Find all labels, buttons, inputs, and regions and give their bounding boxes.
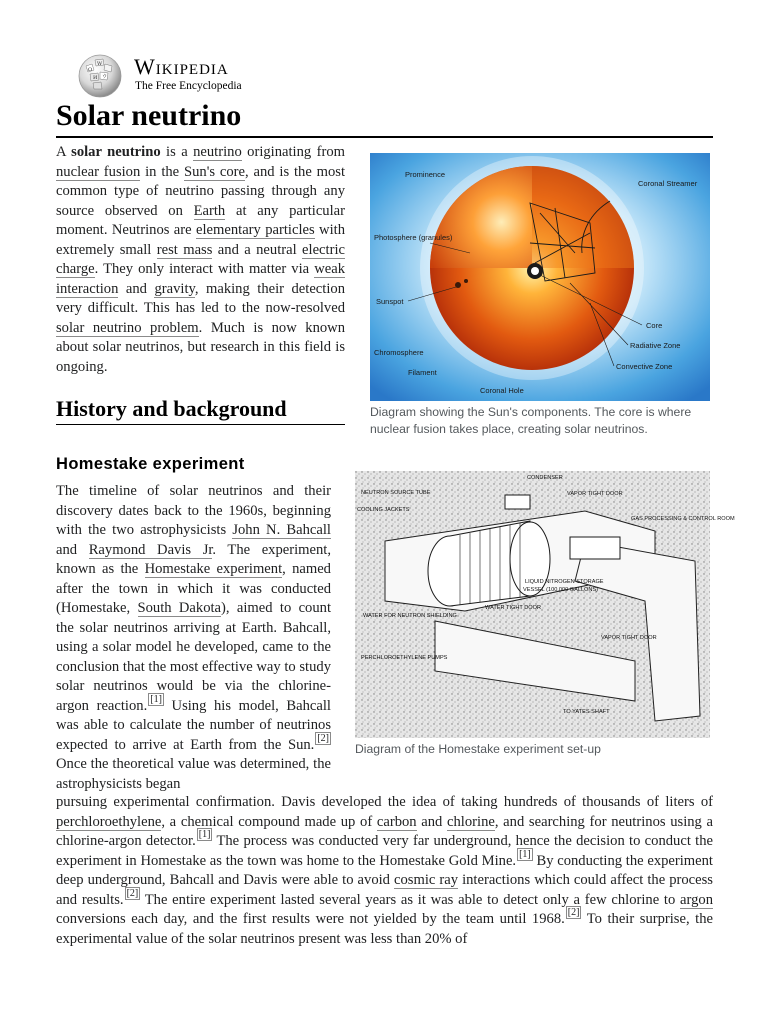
- text: . The experiment, known as the: [56, 541, 331, 577]
- text: , a chemical compound made up of: [161, 813, 377, 830]
- link-neutrino[interactable]: neutrino: [193, 144, 242, 160]
- label-sunspot: Sunspot: [376, 297, 404, 306]
- wikipedia-globe-icon: [76, 52, 124, 98]
- text: , and searching for neutrinos using a chlorine-argon detector.: [56, 813, 713, 849]
- svg-text:ウ: ウ: [102, 74, 108, 80]
- homestake-diagram-image[interactable]: [355, 471, 735, 738]
- text: . They only interact with matter via: [94, 261, 315, 277]
- link-earth[interactable]: Earth: [193, 202, 226, 219]
- svg-text:W: W: [97, 61, 103, 67]
- text: , and is the most common type of neutrino passing through any source observed on: [56, 163, 346, 219]
- text: originating from: [241, 144, 345, 160]
- text: pursuing experimental confirmation. Davis developed the idea of taking hundreds of thousands of liters of: [56, 794, 713, 810]
- reference-link[interactable]: [1]: [198, 829, 211, 841]
- text: interactions which could affect the process and results.: [56, 872, 713, 908]
- text: , making their detection very difficult. This has led to the now-resolved: [56, 280, 345, 316]
- text: and: [56, 541, 89, 558]
- text: Using his model, Bahcall was able to calculate the number of neutrinos expected to arrive at Earth from the Sun.: [56, 697, 331, 753]
- label-liquid-nitrogen: LIQUID NITROGEN STORAGE: [525, 579, 604, 585]
- label-core: Core: [646, 321, 663, 330]
- text: , named after the town in which it was conducted (Homestake,: [56, 561, 331, 616]
- label-prominence: Prominence: [405, 170, 446, 179]
- label-yates-shaft: TO YATES SHAFT: [563, 709, 610, 715]
- label-water-tight-door: WATER TIGHT DOOR: [485, 605, 542, 611]
- label-radiative-zone: Radiative Zone: [630, 341, 681, 350]
- link-weak-interaction[interactable]: weak interaction: [56, 261, 345, 297]
- label-coronal-hole: Coronal Hole: [480, 386, 524, 395]
- bold-term: solar neutrino: [71, 144, 161, 160]
- text: at any particular moment. Neutrinos are: [56, 202, 345, 238]
- text: The entire experiment lasted several years as it was able to detect only a few chlorine to: [140, 891, 681, 908]
- link-south-dakota[interactable]: South Dakota: [137, 600, 222, 616]
- text: conversions each day, and the first results were not yielded by the team until 1968.: [56, 911, 565, 927]
- sun-diagram-image[interactable]: [370, 153, 710, 401]
- label-chromosphere: Chromosphere: [374, 348, 424, 357]
- sun-diagram-figure: [370, 153, 710, 438]
- label-vessel: VESSEL (100,000 GALLONS): [523, 587, 599, 593]
- wikipedia-tagline: The Free Encyclopedia: [135, 80, 242, 92]
- text: . Much is now known about solar neutrinos, but research in this field is ongoing.: [56, 319, 346, 375]
- text: A: [56, 144, 72, 160]
- link-john-bahcall[interactable]: John N. Bahcall: [232, 522, 331, 538]
- label-pumps: PERCHLOROETHYLENE PUMPS: [361, 655, 448, 661]
- svg-text:Ω: Ω: [88, 67, 93, 73]
- label-filament: Filament: [408, 368, 437, 377]
- subsection-heading-homestake: Homestake experiment: [56, 455, 245, 473]
- label-cooling-jackets: COOLING JACKETS: [357, 507, 410, 513]
- sun-diagram-caption: Diagram showing the Sun's components. The core is where nuclear fusion takes place, creating solar neutrinos.: [370, 405, 692, 436]
- text: The process was conducted very far underground, hence the decision to conduct the experiment in Homestake as the town was home to the Homestake Gold Mine.: [56, 833, 713, 869]
- text: ), aimed to count the solar neutrinos arriving at Earth. Bahcall, using a solar model he developed, came to the conclusion that the most effective way to study solar neutrinos would be via the chlorine-argon reaction.: [56, 600, 331, 714]
- homestake-illustration: [355, 471, 735, 738]
- text: To their surprise, the experimental value of the solar neutrinos present was less than 20% of: [56, 911, 713, 947]
- label-vapor-tight-door-2: VAPOR TIGHT DOOR: [601, 635, 657, 641]
- homestake-diagram-figure: [355, 471, 735, 758]
- text: By conducting the experiment deep underground, Bahcall and Davis were able to avoid: [56, 852, 713, 888]
- label-gas-processing: GAS PROCESSING & CONTROL ROOM: [631, 516, 735, 522]
- text: and: [416, 813, 448, 830]
- link-perchloroethylene[interactable]: perchloroethylene: [56, 813, 162, 830]
- label-vapor-tight-door-1: VAPOR TIGHT DOOR: [567, 491, 623, 497]
- text: Once the theoretical value was determined, the astrophysicists began: [56, 756, 331, 792]
- link-solar-neutrino-problem[interactable]: solar neutrino problem: [56, 319, 199, 336]
- link-homestake-experiment[interactable]: Homestake experiment: [144, 561, 283, 577]
- link-rest-mass[interactable]: rest mass: [156, 241, 213, 258]
- link-chlorine[interactable]: chlorine: [447, 813, 495, 830]
- reference-link[interactable]: [1]: [150, 693, 162, 705]
- link-elementary-particles[interactable]: elementary particles: [196, 222, 315, 238]
- link-argon[interactable]: argon: [680, 891, 713, 908]
- label-water-shielding: WATER FOR NEUTRON SHIELDING: [363, 613, 457, 619]
- homestake-diagram-caption: Diagram of the Homestake experiment set-up: [355, 742, 601, 756]
- link-raymond-davis[interactable]: Raymond Davis Jr: [88, 541, 213, 558]
- reference-link[interactable]: [2]: [317, 732, 329, 744]
- continuation-paragraph: [56, 793, 713, 949]
- wikipedia-logo[interactable]: [76, 52, 276, 100]
- label-photosphere: Photosphere (granules): [374, 233, 453, 242]
- text: The timeline of solar neutrinos and their discovery dates back to the 1960s, beginning with the two astrophysicists: [56, 483, 331, 538]
- page-title: Solar neutrino: [56, 96, 713, 138]
- label-neutron-source-tube: NEUTRON SOURCE TUBE: [361, 490, 431, 496]
- wikipedia-wordmark: Wikipedia: [134, 54, 229, 79]
- intro-paragraph: [56, 143, 345, 377]
- sun-illustration: [370, 153, 710, 401]
- link-gravity[interactable]: gravity: [154, 280, 195, 297]
- text: is a: [160, 144, 194, 160]
- svg-text:И: И: [93, 75, 98, 81]
- reference-link[interactable]: [2]: [567, 907, 580, 919]
- label-convective-zone: Convective Zone: [616, 362, 673, 371]
- link-carbon[interactable]: carbon: [376, 813, 417, 830]
- reference-link[interactable]: [2]: [126, 887, 139, 899]
- label-condenser: CONDENSER: [527, 475, 563, 481]
- text: with extremely small: [56, 222, 346, 258]
- reference-link[interactable]: [1]: [519, 848, 531, 860]
- section-heading-history: History and background: [56, 394, 345, 425]
- link-nuclear-fusion[interactable]: nuclear fusion: [56, 163, 141, 180]
- text: in the: [140, 163, 184, 180]
- history-paragraph: [56, 482, 331, 794]
- link-cosmic-ray[interactable]: cosmic ray: [394, 872, 459, 888]
- text: and a neutral: [212, 241, 303, 258]
- link-electric-charge[interactable]: electric charge: [56, 241, 345, 277]
- text: and: [118, 280, 155, 297]
- link-suns-core[interactable]: Sun's core: [184, 163, 245, 180]
- label-coronal-streamer: Coronal Streamer: [638, 179, 698, 188]
